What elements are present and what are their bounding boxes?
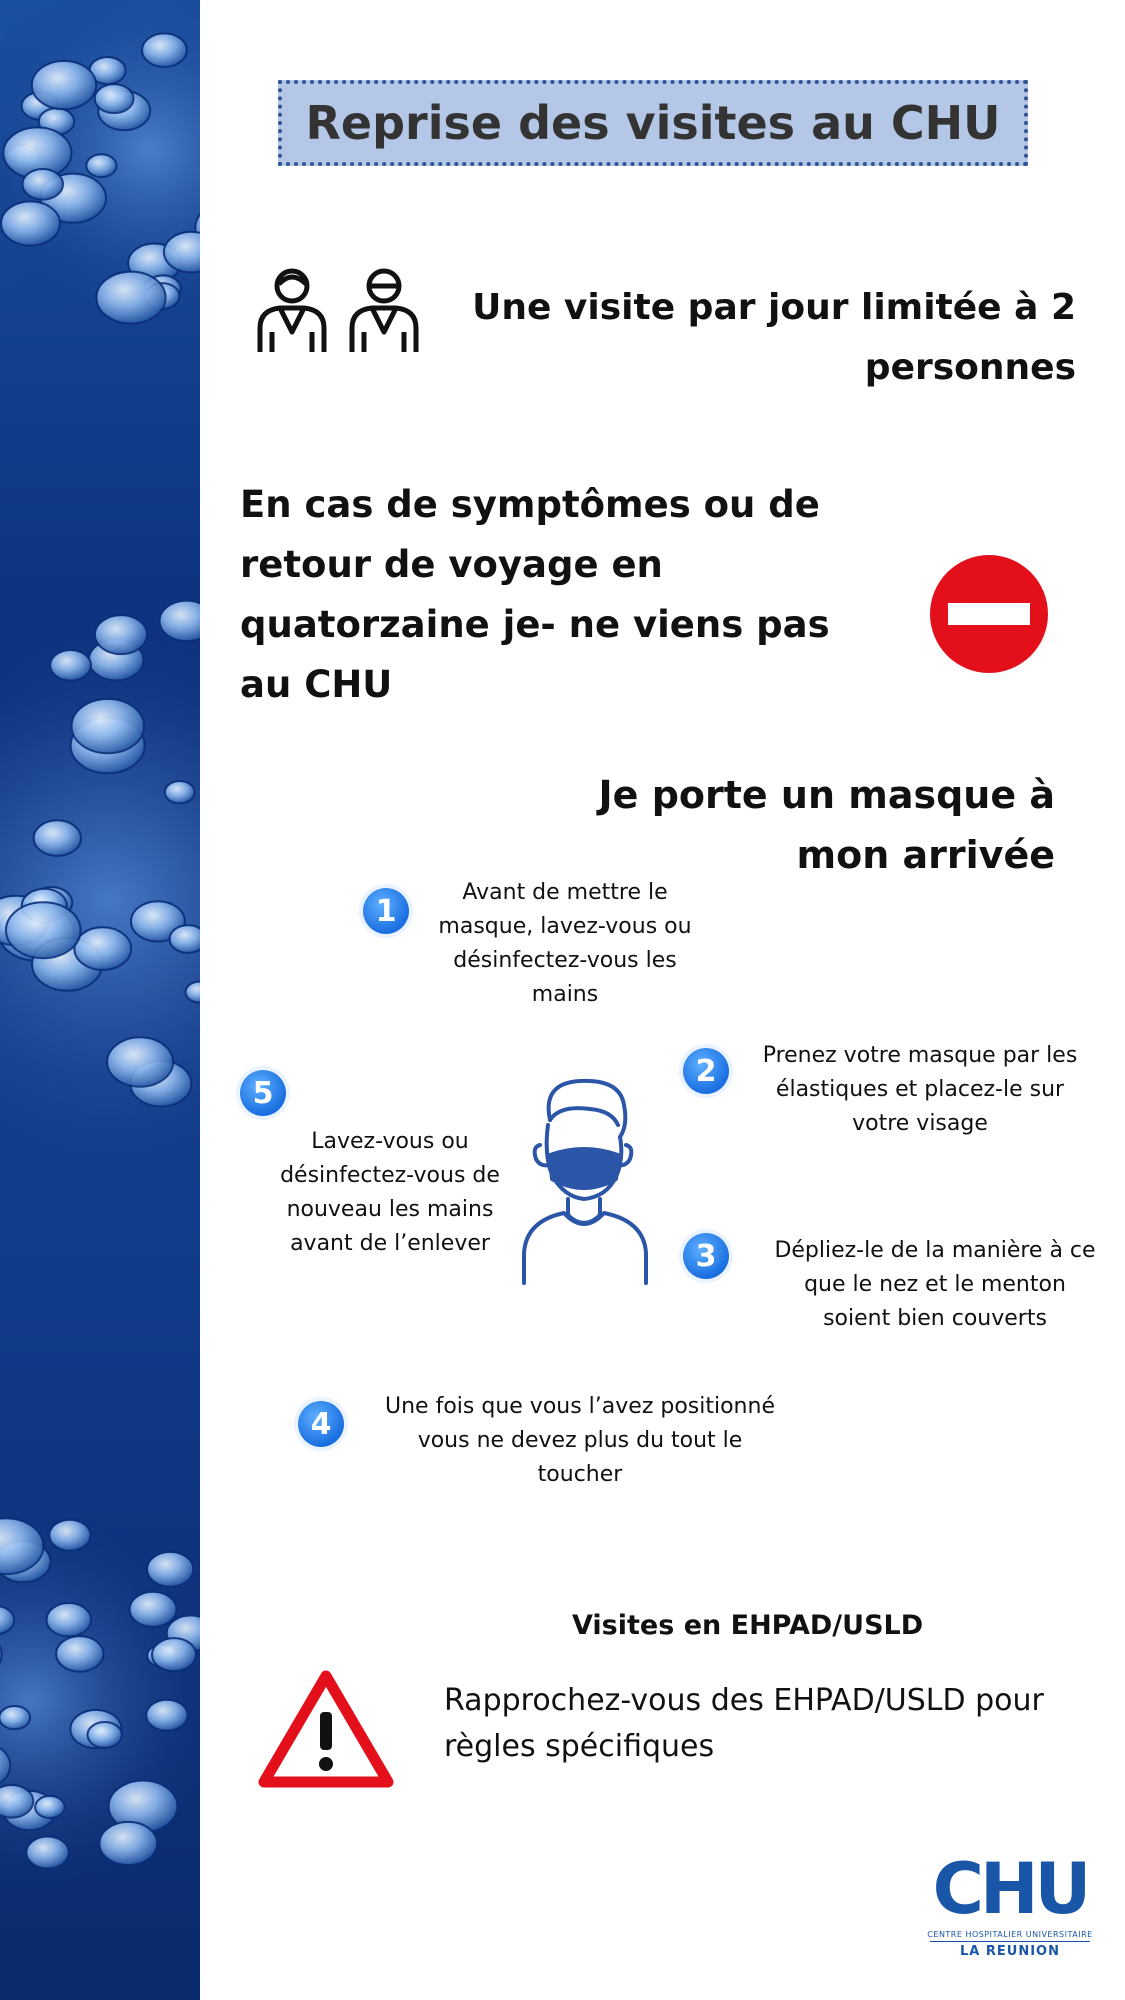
virus-cell-decoration xyxy=(165,781,195,803)
mask-heading-line2: mon arrivée xyxy=(796,833,1055,877)
step-5-text xyxy=(255,1125,525,1261)
virus-cell-decoration xyxy=(49,1520,90,1551)
step-3-badge xyxy=(683,1233,729,1279)
logo-subtitle: CENTRE HOSPITALIER UNIVERSITAIRE xyxy=(927,1930,1093,1939)
step-5-line: Lavez-vous ou xyxy=(311,1129,469,1154)
virus-cell-decoration xyxy=(35,1796,65,1818)
step-4-line: vous ne devez plus du tout le xyxy=(417,1428,743,1453)
step-2-badge xyxy=(683,1048,729,1094)
virus-cell-decoration xyxy=(88,1722,122,1748)
virus-cell-decoration xyxy=(56,1636,103,1672)
virus-background-image xyxy=(0,0,200,2000)
two-people-icon xyxy=(250,262,420,362)
warning-icon xyxy=(258,1668,394,1788)
symptoms-line1: En cas de symptômes ou de xyxy=(240,483,820,526)
virus-cell-decoration xyxy=(142,33,187,67)
visit-rule-line1: Une visite par jour limitée à 2 xyxy=(472,287,1076,328)
ehpad-text xyxy=(444,1678,1094,1770)
step-2-line: élastiques et placez-le sur xyxy=(775,1077,1065,1102)
step-2-line: votre visage xyxy=(852,1111,988,1136)
chu-logo xyxy=(910,1848,1110,1959)
virus-cell-decoration xyxy=(170,925,201,953)
symptoms-line3: quatorzaine je- ne viens pas xyxy=(240,603,830,646)
step-4-number: 4 xyxy=(310,1406,332,1442)
step-3-text xyxy=(755,1234,1115,1336)
step-4-text xyxy=(360,1390,800,1492)
virus-cell-decoration xyxy=(130,1592,177,1627)
step-4-line: toucher xyxy=(537,1462,623,1487)
step-2-number: 2 xyxy=(695,1053,717,1089)
virus-cell-decoration xyxy=(74,927,131,970)
symptoms-rule-text xyxy=(240,475,880,715)
page-title: Reprise des visites au CHU xyxy=(305,96,1001,150)
step-2-line: Prenez votre masque par les xyxy=(762,1043,1078,1068)
virus-cell-decoration xyxy=(72,699,145,753)
ehpad-heading: Visites en EHPAD/USLD xyxy=(572,1610,924,1641)
virus-cell-decoration xyxy=(107,1037,173,1086)
logo-word: CHU xyxy=(932,1848,1088,1930)
logo-location: LA REUNION xyxy=(930,1941,1090,1959)
step-1-line: désinfectez-vous les xyxy=(453,948,677,973)
step-1-line: Avant de mettre le xyxy=(462,880,668,905)
virus-cell-decoration xyxy=(50,650,91,681)
virus-cell-decoration xyxy=(6,902,81,958)
virus-cell-decoration xyxy=(146,1700,187,1731)
step-3-line: que le nez et le menton xyxy=(804,1272,1066,1297)
masked-person-icon xyxy=(520,1075,650,1285)
virus-cell-decoration xyxy=(86,154,116,177)
mask-heading xyxy=(540,765,1055,885)
virus-cell-decoration xyxy=(99,1822,157,1865)
step-5-number: 5 xyxy=(252,1075,274,1111)
step-5-badge xyxy=(240,1070,286,1116)
step-3-line: Dépliez-le de la manière à ce xyxy=(774,1238,1096,1263)
symptoms-line4: au CHU xyxy=(240,663,393,706)
no-entry-icon xyxy=(928,553,1050,675)
step-1-text xyxy=(415,876,715,1012)
ehpad-line2: règles spécifiques xyxy=(444,1729,715,1764)
virus-cell-decoration xyxy=(95,615,147,654)
step-5-line: nouveau les mains xyxy=(286,1197,494,1222)
ehpad-line1: Rapprochez-vous des EHPAD/USLD pour xyxy=(444,1683,1044,1718)
step-3-number: 3 xyxy=(695,1238,717,1274)
virus-cell-decoration xyxy=(34,820,81,856)
virus-cell-decoration xyxy=(95,84,134,113)
virus-cell-decoration xyxy=(1,201,60,245)
virus-cell-decoration xyxy=(32,61,96,109)
virus-cell-decoration xyxy=(26,1837,69,1869)
virus-cell-decoration xyxy=(22,169,63,200)
step-5-line: désinfectez-vous de xyxy=(280,1163,500,1188)
virus-cell-decoration xyxy=(47,1603,92,1636)
visit-rule-text xyxy=(440,278,1076,398)
virus-cell-decoration xyxy=(0,1706,30,1729)
visit-rule-line2: personnes xyxy=(864,347,1076,388)
virus-cell-decoration xyxy=(96,272,165,324)
step-1-line: masque, lavez-vous ou xyxy=(438,914,692,939)
step-3-line: soient bien couverts xyxy=(823,1306,1047,1331)
step-2-text xyxy=(745,1039,1095,1141)
step-1-badge xyxy=(363,888,409,934)
virus-cell-decoration xyxy=(147,1552,193,1587)
step-4-line: Une fois que vous l’avez positionné xyxy=(385,1394,775,1419)
mask-heading-line1: Je porte un masque à xyxy=(598,773,1055,817)
title-banner xyxy=(278,80,1028,166)
symptoms-line2: retour de voyage en xyxy=(240,543,663,586)
step-5-line: avant de l’enlever xyxy=(290,1231,490,1256)
virus-cell-decoration xyxy=(152,1638,196,1671)
virus-cell-decoration xyxy=(0,1785,33,1818)
step-1-number: 1 xyxy=(375,893,397,929)
step-4-badge xyxy=(298,1401,344,1447)
step-1-line: mains xyxy=(531,982,599,1007)
